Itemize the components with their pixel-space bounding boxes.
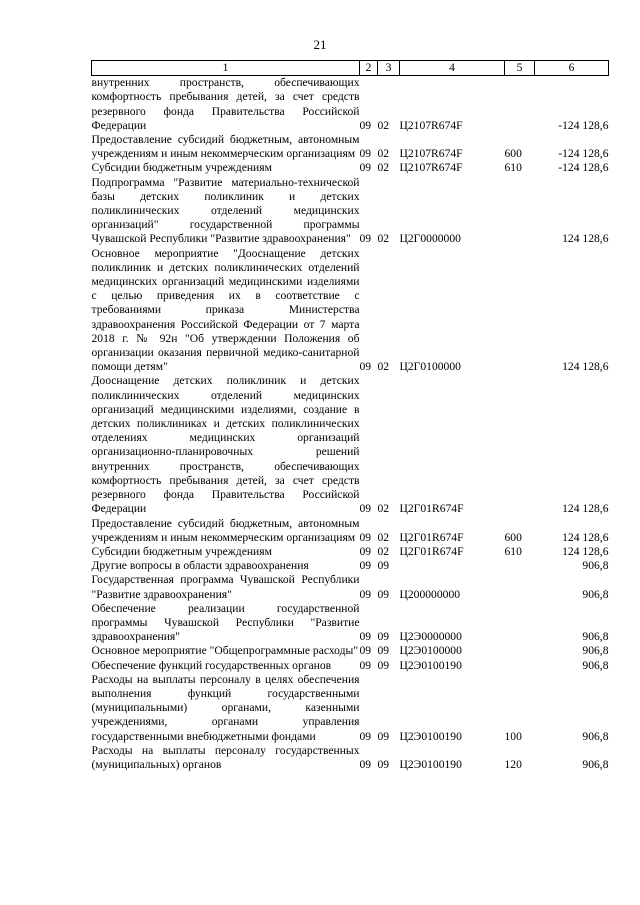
target-article-code: Ц2Г01R674F bbox=[399, 530, 464, 544]
table-row bbox=[92, 161, 609, 175]
row-description: Обеспечение реализации государственной программы Чувашской Республики "Развитие здравоохранения" bbox=[91, 601, 360, 644]
row-description: Основное мероприятие "Общепрограммные расходы" bbox=[91, 644, 359, 658]
target-article-code bbox=[400, 559, 505, 573]
section-code: 09 bbox=[359, 502, 372, 516]
subsection-code: 02 bbox=[377, 360, 390, 374]
expense-type-code bbox=[505, 76, 535, 133]
expense-type-code bbox=[505, 644, 535, 658]
row-description: Основное мероприятие "Дооснащение детских поликлиник и детских поликлинических отделений медицинских организаций медицинскими изделиями с целью приведения их в соответствие с требованиями приказа Министерства здравоохранения Российской Федерации от 7 марта 2018 г. № 92н "Об утверждении Положения об организации оказания первичной медико-санитарной помощи детям" bbox=[91, 246, 360, 374]
expense-type-code: 610 bbox=[504, 161, 522, 175]
subsection-code: 09 bbox=[377, 559, 390, 573]
page-number: 21 bbox=[313, 37, 327, 52]
row-description: внутренних пространств, обеспечивающих комфортность пребывания детей, за счет средств резервного фонда Правительства Российской Федерации bbox=[91, 76, 360, 132]
section-code: 09 bbox=[359, 587, 372, 601]
subsection-code: 02 bbox=[377, 118, 390, 132]
table-row bbox=[92, 659, 609, 673]
amount: 124 128,6 bbox=[562, 502, 609, 516]
table-row bbox=[92, 644, 609, 658]
amount: -124 128,6 bbox=[558, 147, 609, 161]
subsection-code: 09 bbox=[377, 630, 390, 644]
amount: 906,8 bbox=[582, 658, 609, 672]
expense-type-code bbox=[505, 602, 535, 645]
table-row bbox=[92, 744, 609, 772]
target-article-code: Ц2107R674F bbox=[399, 147, 463, 161]
row-description: Субсидии бюджетным учреждениям bbox=[91, 544, 272, 558]
table-row bbox=[92, 559, 609, 573]
row-description: Предоставление субсидий бюджетным, автономным учреждениям и иным некоммерческим организациям bbox=[91, 516, 360, 544]
amount: 124 128,6 bbox=[562, 360, 609, 374]
table-row bbox=[92, 374, 609, 516]
subsection-code: 09 bbox=[377, 757, 390, 771]
row-description: Субсидии бюджетным учреждениям bbox=[91, 161, 272, 175]
target-article-code: Ц2Г0000000 bbox=[399, 232, 461, 246]
amount: 906,8 bbox=[582, 644, 609, 658]
target-article-code: Ц2Э0100190 bbox=[399, 658, 462, 672]
section-code: 09 bbox=[359, 729, 372, 743]
target-article-code: Ц2107R674F bbox=[399, 161, 463, 175]
table-row bbox=[92, 517, 609, 545]
target-article-code: Ц2Г01R674F bbox=[399, 544, 464, 558]
expense-type-code: 600 bbox=[504, 530, 522, 544]
section-code: 09 bbox=[359, 147, 372, 161]
subsection-code: 09 bbox=[377, 644, 390, 658]
section-code: 09 bbox=[359, 232, 372, 246]
table-row bbox=[92, 673, 609, 744]
row-description: Расходы на выплаты персоналу государственных (муниципальных) органов bbox=[91, 743, 360, 771]
section-code: 09 bbox=[359, 757, 372, 771]
column-header-6: 6 bbox=[535, 61, 609, 76]
subsection-code: 09 bbox=[377, 587, 390, 601]
row-description: Подпрограмма "Развитие материально-технической базы детских поликлиник и детских поликлинических отделений медицинских организаций" государственной программы Чувашской Республики "Развитие здравоохранения" bbox=[91, 175, 360, 246]
target-article-code: Ц2107R674F bbox=[399, 118, 463, 132]
target-article-code: Ц2Э0100190 bbox=[399, 757, 462, 771]
section-code: 09 bbox=[359, 544, 372, 558]
subsection-code: 02 bbox=[377, 502, 390, 516]
column-header-5: 5 bbox=[505, 61, 535, 76]
table-row bbox=[92, 545, 609, 559]
expense-type-code bbox=[505, 559, 535, 573]
subsection-code: 02 bbox=[377, 147, 390, 161]
expense-type-code bbox=[505, 573, 535, 601]
amount: -124 128,6 bbox=[558, 161, 609, 175]
expense-type-code: 600 bbox=[504, 147, 522, 161]
subsection-code: 02 bbox=[377, 530, 390, 544]
column-header-2: 2 bbox=[360, 61, 378, 76]
table-row bbox=[92, 602, 609, 645]
row-description: Дооснащение детских поликлиник и детских поликлинических отделений медицинских организаций медицинскими изделиями, создание в детских поликлиниках и детских поликлинических отделениях медицинских организаций организационно-планировочных решений внутренних пространств, обеспечивающих комфортность пребывания детей, за счет средств резервного фонда Правительства Российской Федерации bbox=[91, 374, 360, 516]
amount: 906,8 bbox=[582, 587, 609, 601]
section-code: 09 bbox=[359, 118, 372, 132]
amount: 906,8 bbox=[582, 630, 609, 644]
table-row bbox=[92, 247, 609, 375]
amount: 124 128,6 bbox=[562, 530, 609, 544]
target-article-code: Ц200000000 bbox=[399, 587, 461, 601]
table-row bbox=[92, 76, 609, 133]
subsection-code: 09 bbox=[377, 658, 390, 672]
section-code: 09 bbox=[359, 644, 372, 658]
section-code: 09 bbox=[359, 360, 372, 374]
table-header-row bbox=[92, 61, 609, 76]
amount: 906,8 bbox=[582, 729, 609, 743]
section-code: 09 bbox=[359, 530, 372, 544]
row-description: Предоставление субсидий бюджетным, автономным учреждениям и иным некоммерческим организациям bbox=[91, 133, 360, 161]
section-code: 09 bbox=[359, 630, 372, 644]
expense-type-code: 120 bbox=[504, 757, 522, 771]
subsection-code: 09 bbox=[377, 729, 390, 743]
target-article-code: Ц2Г0100000 bbox=[399, 360, 461, 374]
target-article-code: Ц2Э0100000 bbox=[399, 644, 462, 658]
target-article-code: Ц2Г01R674F bbox=[399, 502, 464, 516]
table-row bbox=[92, 133, 609, 161]
expense-type-code bbox=[505, 176, 535, 247]
row-description: Государственная программа Чувашской Республики "Развитие здравоохранения" bbox=[91, 573, 360, 601]
section-code: 09 bbox=[359, 559, 372, 573]
expense-type-code bbox=[505, 659, 535, 673]
section-code: 09 bbox=[359, 658, 372, 672]
column-header-4: 4 bbox=[400, 61, 505, 76]
target-article-code: Ц2Э0000000 bbox=[399, 630, 462, 644]
amount: 906,8 bbox=[582, 559, 609, 573]
table-row bbox=[92, 176, 609, 247]
expense-type-code: 100 bbox=[504, 729, 522, 743]
subsection-code: 02 bbox=[377, 161, 390, 175]
row-description: Обеспечение функций государственных органов bbox=[91, 658, 332, 672]
row-description: Другие вопросы в области здравоохранения bbox=[91, 559, 309, 573]
section-code: 09 bbox=[359, 161, 372, 175]
table-row bbox=[92, 573, 609, 601]
budget-table bbox=[91, 60, 609, 772]
expense-type-code: 610 bbox=[504, 544, 522, 558]
column-header-3: 3 bbox=[378, 61, 400, 76]
amount: 906,8 bbox=[582, 757, 609, 771]
amount: 124 128,6 bbox=[562, 544, 609, 558]
target-article-code: Ц2Э0100190 bbox=[399, 729, 462, 743]
subsection-code: 02 bbox=[377, 544, 390, 558]
row-description: Расходы на выплаты персоналу в целях обеспечения выполнения функций государственными (муниципальными) органами, казенными учреждениями, органами управления государственными внебюджетными фондами bbox=[91, 672, 360, 743]
column-header-1: 1 bbox=[92, 61, 360, 76]
expense-type-code bbox=[505, 247, 535, 375]
subsection-code: 02 bbox=[377, 232, 390, 246]
amount: 124 128,6 bbox=[562, 232, 609, 246]
expense-type-code bbox=[505, 374, 535, 516]
amount: -124 128,6 bbox=[558, 118, 609, 132]
